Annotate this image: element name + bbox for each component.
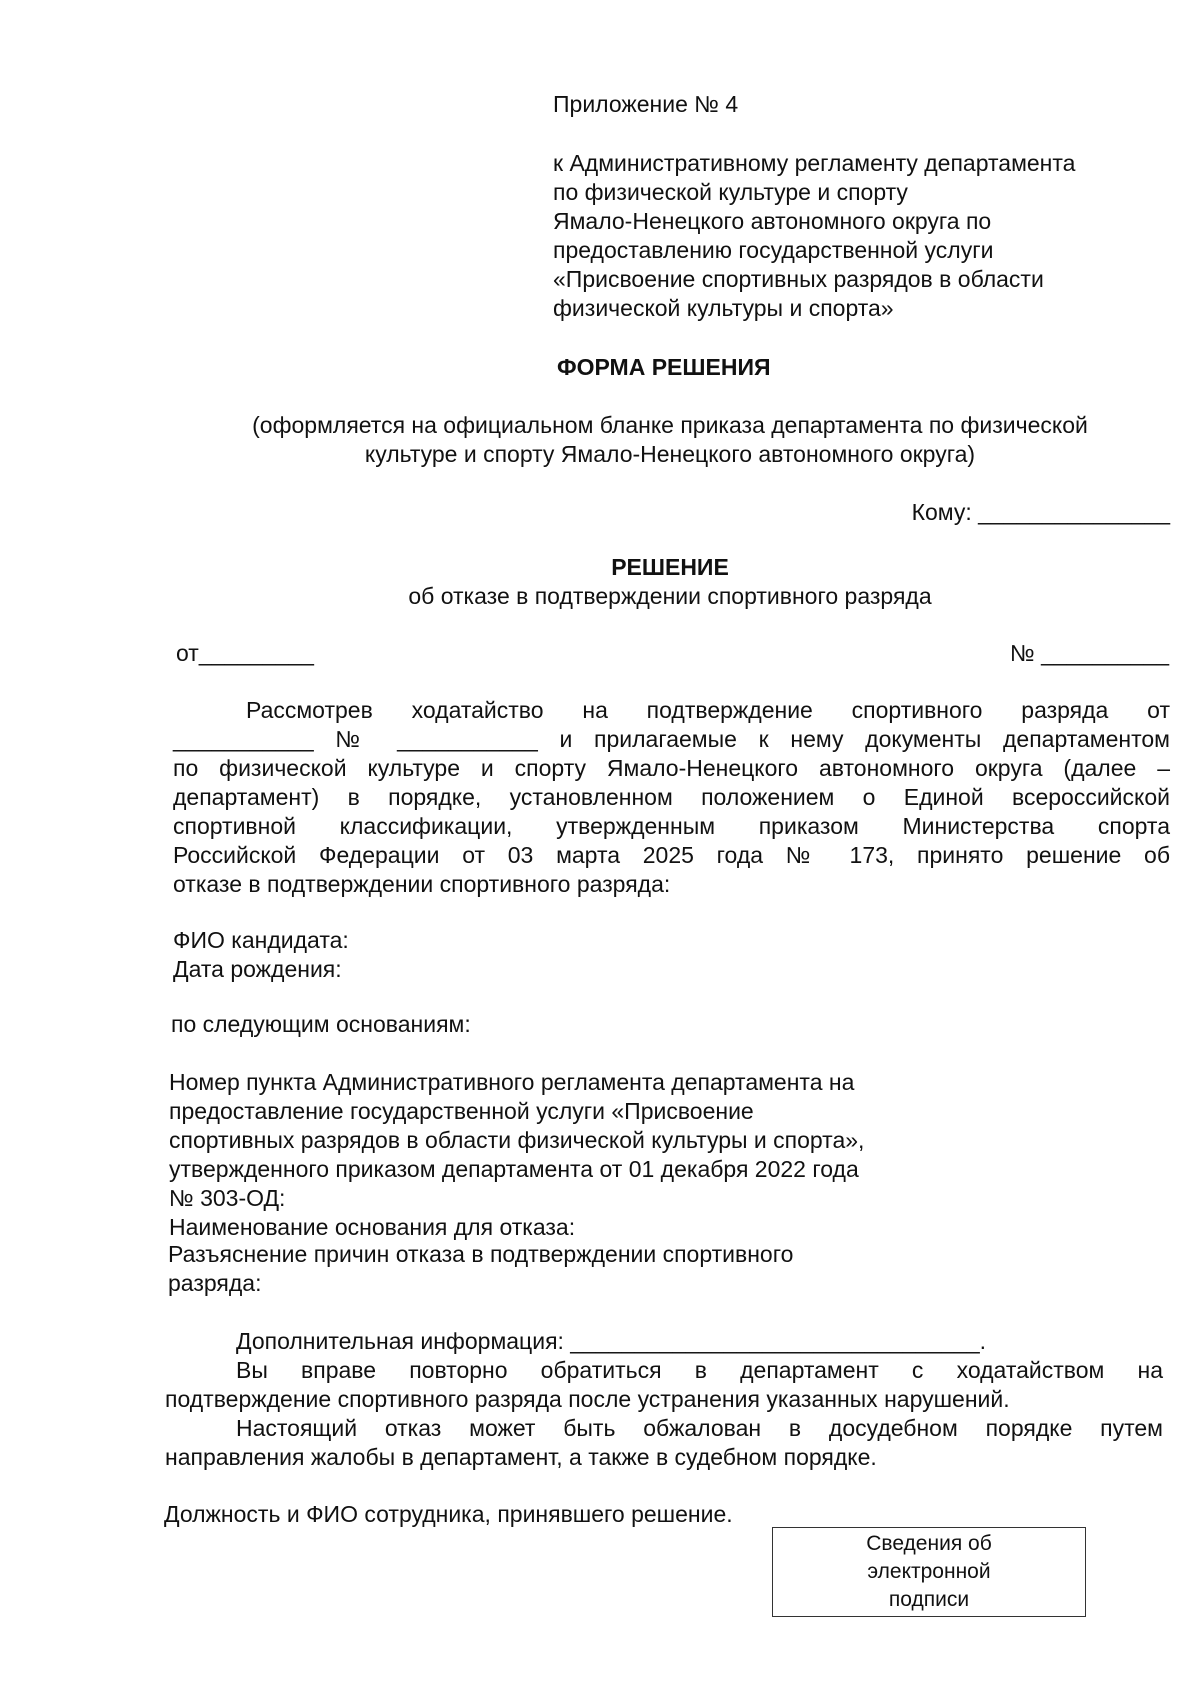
- form-note-line: культуре и спорту Ямало-Ненецкого автономного округа): [364, 441, 976, 467]
- appendix-reference-line: физической культуры и спорта»: [553, 295, 894, 321]
- regulation-block: [169, 1068, 864, 1242]
- regulation-line: спортивных разрядов в области физической культуры и спорта»,: [169, 1127, 865, 1153]
- body-paragraph: [173, 696, 1170, 899]
- appeal-block: [165, 1356, 1163, 1472]
- appendix-reference-line: «Присвоение спортивных разрядов в области: [553, 266, 1044, 292]
- appendix-reference-line: предоставлению государственной услуги: [553, 237, 994, 263]
- electronic-signature-box: [772, 1527, 1086, 1617]
- additional-info: Дополнительная информация: ________________________________.: [236, 1328, 987, 1354]
- signature-box-line: подписи: [888, 1588, 970, 1611]
- appendix-reference-line: Ямало-Ненецкого автономного округа по: [553, 208, 992, 234]
- appeal-line: Настоящий отказ может быть обжалован в досудебном порядке путем: [236, 1415, 1163, 1441]
- form-note: [170, 411, 1170, 469]
- regulation-line: утвержденного приказом департамента от 01 декабря 2022 года: [169, 1156, 859, 1182]
- body-line: отказе в подтверждении спортивного разряда:: [173, 871, 671, 897]
- candidate-name-label: ФИО кандидата:: [173, 927, 349, 953]
- date-field: от_________: [176, 640, 314, 666]
- regulation-line: предоставление государственной услуги «Присвоение: [169, 1098, 754, 1124]
- regulation-line: № 303-ОД:: [169, 1185, 286, 1211]
- appendix-number: Приложение № 4: [553, 91, 739, 117]
- body-line: спортивной классификации, утвержденным приказом Министерства спорта: [173, 813, 1170, 839]
- signature-box-line: Сведения об: [866, 1532, 992, 1555]
- body-line: Рассмотрев ходатайство на подтверждение спортивного разряда от: [246, 697, 1170, 723]
- regulation-line: Номер пункта Административного регламента департамента на: [169, 1069, 855, 1095]
- number-field: № __________: [1010, 640, 1169, 666]
- signature-box-line: электронной: [867, 1560, 991, 1583]
- explanation-line: разряда:: [168, 1270, 262, 1296]
- appeal-line: Вы вправе повторно обратиться в департамент с ходатайством на: [236, 1357, 1163, 1383]
- candidate-block: [173, 926, 349, 984]
- reason-name-label: Наименование основания для отказа:: [169, 1214, 576, 1240]
- decision-title: РЕШЕНИЕ: [611, 554, 729, 580]
- appendix-reference: [553, 149, 1075, 323]
- appeal-line: подтверждение спортивного разряда после устранения указанных нарушений.: [165, 1386, 1010, 1412]
- body-line: по физической культуре и спорту Ямало-Ненецкого автономного округа (далее –: [173, 755, 1170, 781]
- appendix-reference-line: к Административному регламенту департамента: [553, 150, 1076, 176]
- body-line: ___________ № ___________ и прилагаемые к нему документы департаментом: [173, 726, 1170, 752]
- official-label: Должность и ФИО сотрудника, принявшего решение.: [164, 1501, 733, 1527]
- explanation-line: Разъяснение причин отказа в подтверждении спортивного: [168, 1241, 794, 1267]
- appendix-reference-line: по физической культуре и спорту: [553, 179, 908, 205]
- explanation-block: [168, 1240, 793, 1298]
- form-note-line: (оформляется на официальном бланке приказа департамента по физической: [252, 412, 1088, 438]
- decision-heading: [170, 553, 1170, 611]
- decision-subtitle: об отказе в подтверждении спортивного разряда: [408, 583, 932, 609]
- body-line: департамент) в порядке, установленном положением о Единой всероссийской: [173, 784, 1170, 810]
- form-title: ФОРМА РЕШЕНИЯ: [557, 354, 771, 380]
- body-line: Российской Федерации от 03 марта 2025 года № 173, принято решение об: [173, 842, 1170, 868]
- appeal-line: направления жалобы в департамент, а также в судебном порядке.: [165, 1444, 877, 1470]
- candidate-birth-label: Дата рождения:: [173, 956, 342, 982]
- grounds-label: по следующим основаниям:: [171, 1011, 471, 1037]
- recipient-field: Кому: _______________: [911, 499, 1170, 525]
